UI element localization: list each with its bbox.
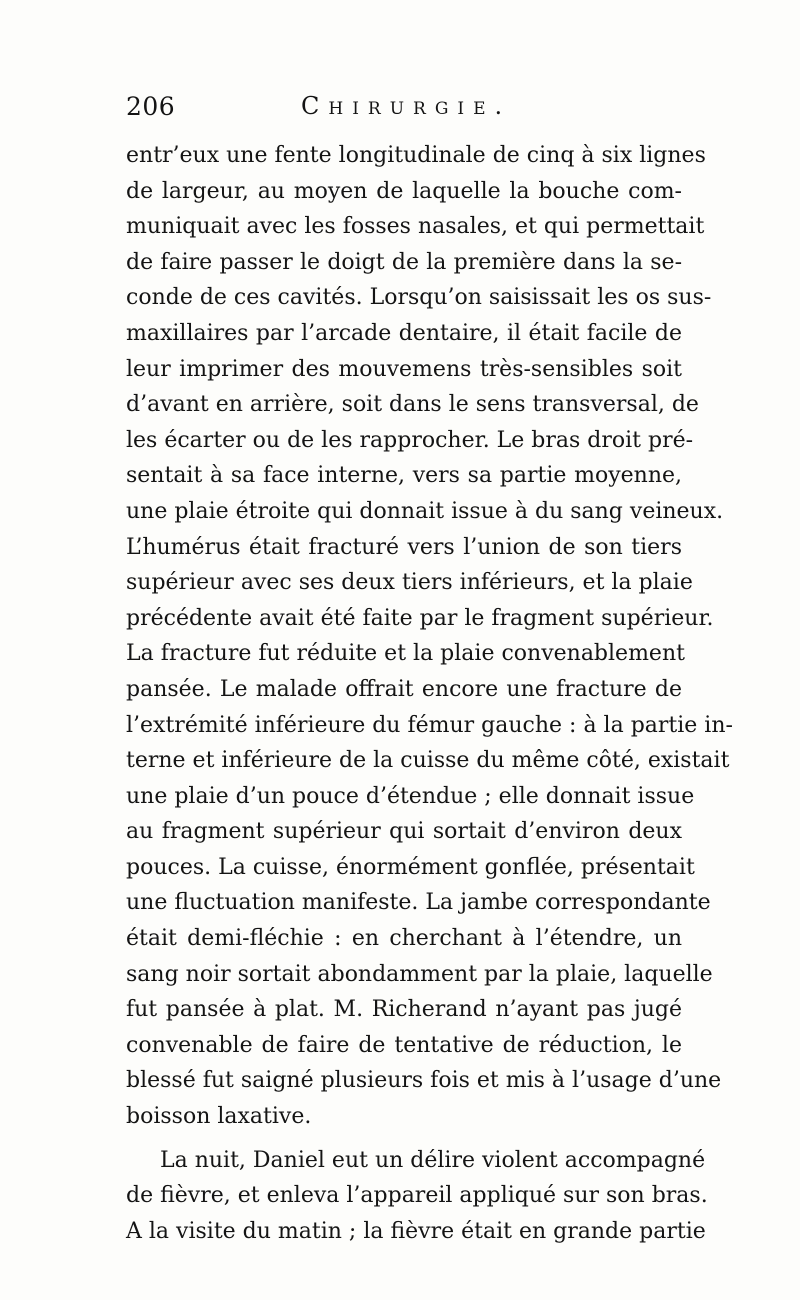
text-line: L’humérus était fracturé vers l’union de son tiers (126, 534, 682, 560)
text-line: de largeur, au moyen de laquelle la bouche com- (126, 178, 682, 204)
running-head: Chirurgie. (301, 92, 512, 120)
text-line: une fluctuation manifeste. La jambe correspondante (126, 890, 711, 916)
text-line: La fracture fut réduite et la plaie convenablement (126, 641, 685, 667)
text-line: au fragment supérieur qui sortait d’environ deux (126, 819, 682, 845)
text-line: La nuit, Daniel eut un délire violent accompagné (160, 1147, 706, 1173)
text-line: muniquait avec les fosses nasales, et qui permettait (126, 214, 705, 240)
paragraph-1 (126, 138, 733, 1135)
text-line: sentait à sa face interne, vers sa partie moyenne, (126, 463, 682, 489)
text-line: A la visite du matin ; la fièvre était en grande partie (126, 1218, 706, 1244)
text-line: boisson laxative. (126, 1104, 312, 1130)
text-line: était demi-fléchie : en cherchant à l’étendre, un (126, 926, 682, 952)
text-line: une plaie étroite qui donnait issue à du sang veineux. (126, 498, 724, 524)
text-line: convenable de faire de tentative de réduction, le (126, 1032, 682, 1058)
text-line: les écarter ou de les rapprocher. Le bras droit pré- (126, 427, 694, 453)
text-line: de faire passer le doigt de la première dans la se- (126, 249, 682, 275)
text-line: pouces. La cuisse, énormément gonflée, présentait (126, 854, 695, 880)
text-line: précédente avait été faite par le fragment supérieur. (126, 605, 714, 631)
page-number: 206 (126, 92, 176, 121)
text-line: de fièvre, et enleva l’appareil appliqué sur son bras. (126, 1183, 708, 1209)
paragraph-gap (126, 1135, 682, 1143)
text-line: terne et inférieure de la cuisse du même côté, existait (126, 748, 730, 774)
text-line: fut pansée à plat. M. Richerand n’ayant pas jugé (126, 997, 682, 1023)
text-line: une plaie d’un pouce d’étendue ; elle donnait issue (126, 783, 695, 809)
page-header (126, 92, 686, 132)
paragraph-2 (126, 1143, 708, 1250)
text-line: sang noir sortait abondamment par la plaie, laquelle (126, 961, 713, 987)
text-line: entr’eux une fente longitudinale de cinq à six lignes (126, 143, 706, 168)
text-line: pansée. Le malade offrait encore une fracture de (126, 676, 682, 702)
text-line: blessé fut saigné plusieurs fois et mis à l’usage d’une (126, 1068, 722, 1094)
text-line: leur imprimer des mouvemens très-sensibles soit (126, 356, 682, 382)
text-line: l’extrémité inférieure du fémur gauche : à la partie in- (126, 712, 733, 738)
text-line: d’avant en arrière, soit dans le sens transversal, de (126, 392, 699, 418)
text-line: supérieur avec ses deux tiers inférieurs, et la plaie (126, 570, 693, 596)
text-line: maxillaires par l’arcade dentaire, il était facile de (126, 320, 682, 346)
body-text (126, 138, 733, 1249)
text-line: conde de ces cavités. Lorsqu’on saisissait les os sus- (126, 285, 712, 311)
